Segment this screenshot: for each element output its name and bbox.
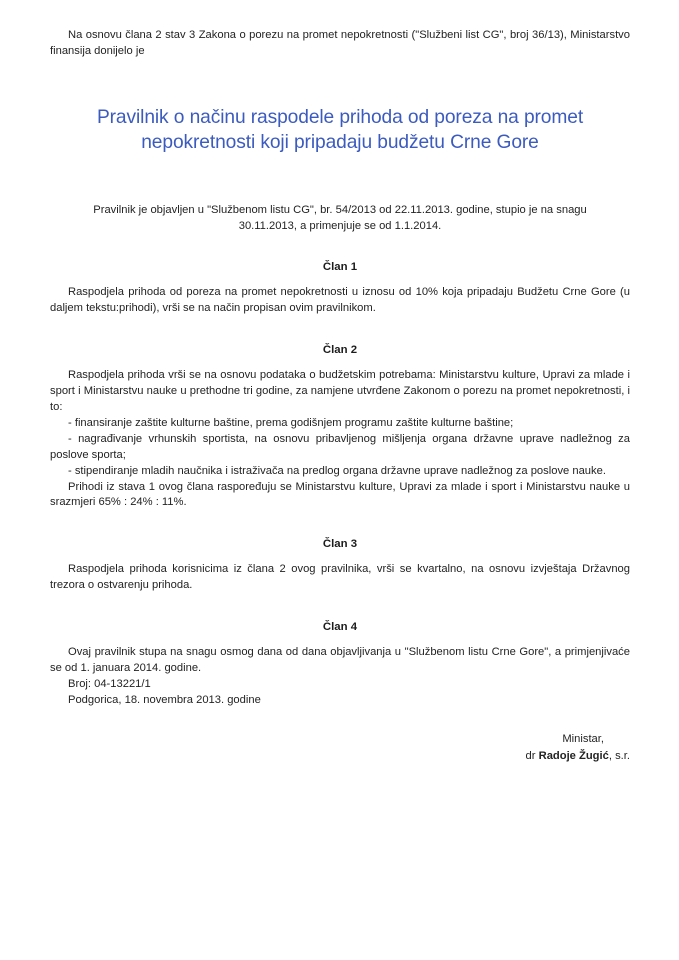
article-heading-1: Član 1 xyxy=(322,261,358,274)
place-and-date: Podgorica, 18. novembra 2013. godine xyxy=(68,693,261,706)
preamble-paragraph: Na osnovu člana 2 stav 3 Zakona o porezu na promet nepokretnosti ("Službeni list CG", broj 36/13), Ministarstvo finansija donijelo je xyxy=(50,29,630,57)
article-paragraph-2-0: Raspodjela prihoda vrši se na osnovu podataka o budžetskim potrebama: Ministarstvu kulture, Upravi za mlade i sport i Ministarstvu nauke u prethodne tri godine, za namjene utvrđene Zakonom o porezu na promet nepokretnosti, i to: xyxy=(50,369,630,413)
article-heading-4: Član 4 xyxy=(322,621,358,634)
publication-note: Pravilnik je objavljen u "Službenom listu CG", br. 54/2013 od 22.11.2013. godine, stupio je na snagu 30.11.2013, a primenjuje se od 1.1.2014. xyxy=(93,203,587,233)
signature-role: Ministar, xyxy=(562,732,604,745)
signature-prefix: dr xyxy=(525,749,539,762)
list-item: - nagrađivanje vrhunskih sportista, na osnovu pribavljenog mišljenja organa državne uprave nadležnog za poslove sporta; xyxy=(50,432,630,461)
article-paragraph-3-0: Raspodjela prihoda korisnicima iz člana 2 ovog pravilnika, vrši se kvartalno, na osnovu izvještaja Državnog trezora o ostvarenju prihoda. xyxy=(50,563,630,592)
signature-block xyxy=(50,731,630,765)
page-title: Pravilnik o načinu raspodele prihoda od poreza na promet nepokretnosti koji pripadaju budžetu Crne Gore xyxy=(96,106,584,154)
signature-name-line xyxy=(50,748,630,765)
list-item: - stipendiranje mladih naučnika i istraživača na predlog organa državne uprave nadležnog za poslove nauke. xyxy=(68,464,606,477)
article-paragraph-1-0: Raspodjela prihoda od poreza na promet nepokretnosti u iznosu od 10% koja pripadaju Budžetu Crne Gore (u daljem tekstu:prihodi), vrši se na način propisan ovim pravilnikom. xyxy=(50,286,630,315)
article-heading-2: Član 2 xyxy=(322,344,358,357)
signature-name: Radoje Žugić xyxy=(538,749,609,762)
list-item: - finansiranje zaštite kulturne baštine, prema godišnjem programu zaštite kulturne baštine; xyxy=(68,416,514,429)
signature-suffix: , s.r. xyxy=(608,749,630,762)
article-heading-3: Član 3 xyxy=(322,538,358,551)
reference-number: Broj: 04-13221/1 xyxy=(68,677,151,690)
article-paragraph-4-0: Ovaj pravilnik stupa na snagu osmog dana od dana objavljivanja u "Službenom listu Crne Gore", a primjenjivaće se od 1. januara 2014. godine. xyxy=(50,646,630,675)
article-closing-2-0: Prihodi iz stava 1 ovog člana raspoređuju se Ministarstvu kulture, Upravi za mlade i sport i Ministarstvu nauke u srazmjeri 65% : 24% : 11%. xyxy=(50,480,630,509)
